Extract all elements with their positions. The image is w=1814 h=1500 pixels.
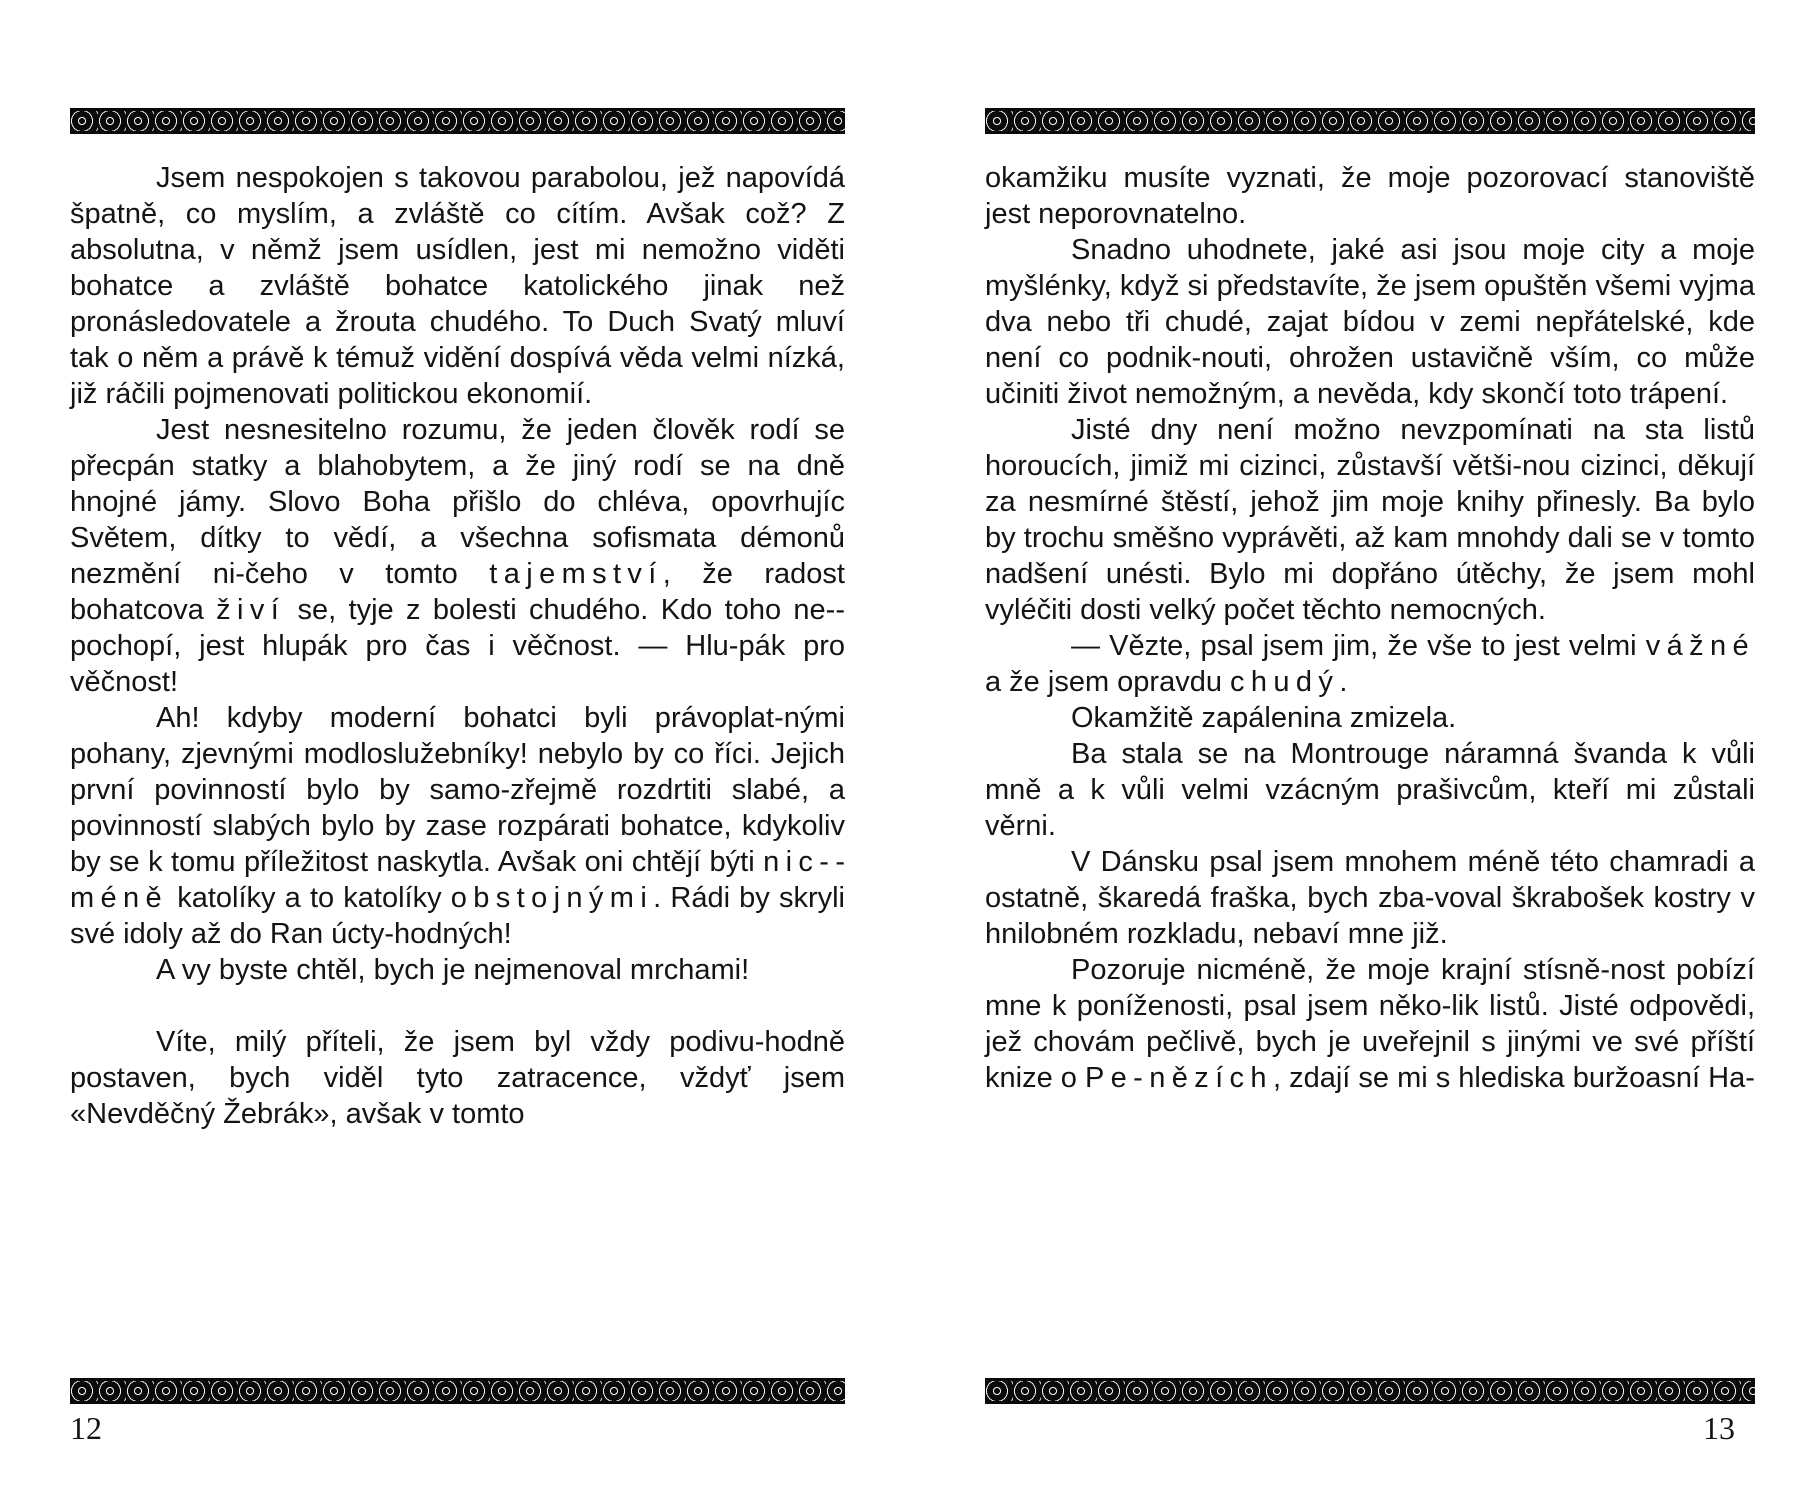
paragraph (985, 160, 1755, 232)
paragraph (985, 736, 1755, 844)
paragraph (985, 628, 1755, 700)
spaced-emphasis-text: obstojnými (450, 882, 654, 914)
text-run: Ah! kdyby moderní bohatci byli právoplat-nými pohany, zjevnými modloslužebníky! nebylo by co říci. Jejich první povinností bylo by samo-zřejmě rozdrtiti slabé, a povinností slabých bylo by zase rozpárati bohatce, kdykoliv by se k tomu příležitost naskytla. Avšak oni chtějí býti (70, 702, 845, 878)
text-run: . Rádi by skryli své idoly až do Ran úcty-hodných! (70, 882, 845, 950)
paragraph (985, 232, 1755, 412)
page-number: 12 (70, 1410, 102, 1446)
text-run: a že jsem opravdu (985, 666, 1231, 698)
text-run: okamžiku musíte vyznati, že moje pozorovací stanoviště jest neporovnatelno. (985, 162, 1755, 230)
spaced-emphasis-text: Pe-nězích (1084, 1062, 1273, 1094)
right-page (985, 0, 1755, 1500)
text-run: A vy byste chtěl, bych je nejmenoval mrchami! (156, 954, 750, 986)
paragraph (985, 412, 1755, 628)
text-run: se, tyje z bolesti chudého. Kdo toho ne-pochopí, jest hlupák pro čas i věčnost. — Hlu-pák pro věčnost! (70, 594, 845, 698)
paragraph (70, 160, 845, 412)
text-run: Ba stala se na Montrouge náramná švanda k vůli mně a k vůli velmi vzácným prašivcům, kteří mi zůstali věrni. (985, 738, 1755, 842)
text-run: Snadno uhodnete, jaké asi jsou moje city a moje myšlénky, když si představíte, že jsem opuštěn všemi vyjma dva nebo tři chudé, zajat bídou v zemi nepřátelské, kde není co podnik-nouti, ohrožen ustavičně vším, co může učiniti život nemožným, a nevěda, kdy skončí toto trápení. (985, 234, 1755, 410)
spaced-emphasis-text: živí (216, 594, 286, 626)
text-run: V Dánsku psal jsem mnohem méně této chamradi a ostatně, škaredá fraška, bych zba-voval škrabošek kostry v hnilobném rozkladu, nebaví mne již. (985, 846, 1755, 950)
text-run: , že radost bohatcova (70, 558, 845, 626)
ornament-border-top (70, 108, 845, 134)
text-run: — Vězte, psal jsem jim, že vše to jest velmi (1071, 630, 1646, 662)
left-page (70, 0, 845, 1500)
right-page-text (985, 160, 1755, 1096)
text-run: Jsem nespokojen s takovou parabolou, jež napovídá špatně, co myslím, a zvláště co cítím. Avšak což? Z absolutna, v němž jsem usídlen, jest mi nemožno viděti bohatce a zvláště bohatce katolického jinak než pronásledovatele a žrouta chudého. To Duch Svatý mluví tak o něm a právě k témuž vidění dospívá věda velmi nízká, již ráčili pojmenovati politickou ekonomií. (70, 162, 845, 410)
paragraph (985, 952, 1755, 1096)
paragraph (985, 844, 1755, 952)
text-run: Jisté dny není možno nevzpomínati na sta listů horoucích, jimiž mi cizinci, zůstavší větši-nou cizinci, děkují za nesmírné štěstí, jehož jim moje knihy přinesly. Ba bylo by trochu směšno vyprávěti, až kam mnohdy dali se v tomto nadšení unésti. Bylo mi dopřáno útěchy, že jsem mohl vyléčiti dosti velký počet těchto nemocných. (985, 414, 1755, 626)
text-run: katolíky a to katolíky (168, 882, 451, 914)
spaced-emphasis-text: nic-méně (70, 846, 845, 914)
text-run: Víte, milý příteli, že jsem byl vždy podivu-hodně postaven, bych viděl tyto zatracence, vždyť jsem «Nevděčný Žebrák», avšak v tomto (70, 1026, 845, 1130)
spaced-emphasis-text: chudý (1230, 666, 1340, 698)
page-number: 13 (1703, 1410, 1735, 1446)
text-run: Jest nesnesitelno rozumu, že jeden člověk rodí se přecpán statky a blahobytem, a že jiný rodí se na dně hnojné jámy. Slovo Boha přišlo do chléva, opovrhujíc Světem, dítky to vědí, a všechna sofismata démonů nezmění ni-čeho v tomto (70, 414, 845, 590)
ornament-border-bottom (70, 1378, 845, 1404)
paragraph (70, 952, 845, 988)
ornament-border-bottom (985, 1378, 1755, 1404)
left-page-text (70, 160, 845, 1132)
text-run: Pozoruje nicméně, že moje krajní stísně-nost pobízí mne k poníženosti, psal jsem něko-lik listů. Jisté odpovědi, jež chovám pečlivě, bych je uveřejnil s jinými ve své příští knize o (985, 954, 1755, 1094)
paragraph (70, 412, 845, 700)
paragraph (70, 1024, 845, 1132)
spaced-emphasis-text: tajemství (489, 558, 663, 590)
text-run: , zdají se mi s hlediska buržoasní Ha- (1272, 1062, 1755, 1094)
text-run: . (1339, 666, 1348, 698)
paragraph (985, 700, 1755, 736)
paragraph (70, 700, 845, 952)
text-run: Okamžitě zapálenina zmizela. (1071, 702, 1457, 734)
spaced-emphasis-text: vážné (1645, 630, 1755, 662)
ornament-border-top (985, 108, 1755, 134)
